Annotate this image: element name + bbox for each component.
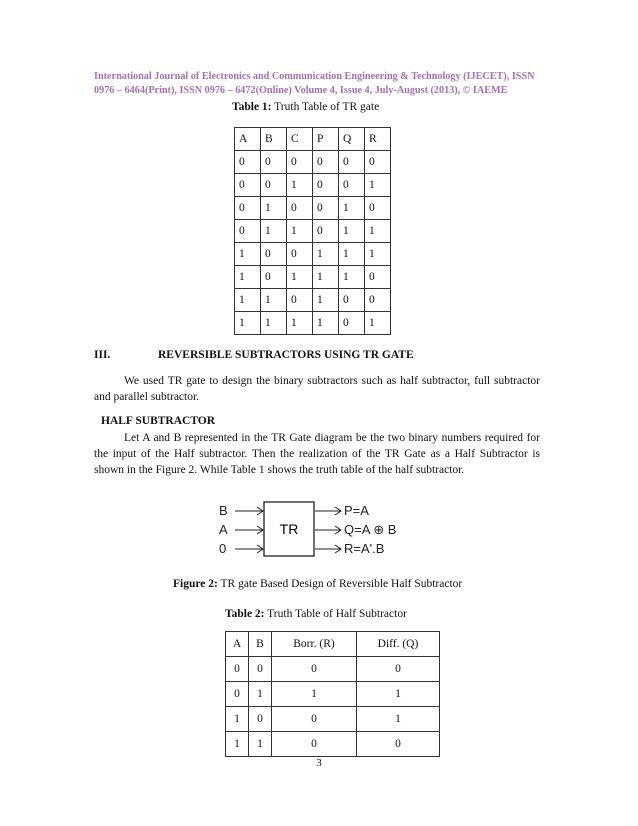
- table2-caption: [225, 608, 407, 620]
- table1-cell: 1: [261, 312, 287, 335]
- table2-cell: 0: [272, 707, 357, 732]
- table2-cell: 0: [357, 732, 440, 757]
- table1-cell: 0: [339, 174, 365, 197]
- table1-cell: 0: [313, 151, 339, 174]
- output-label-q: Q=A ⊕ B: [344, 522, 397, 537]
- table2-cell: 0: [226, 682, 249, 707]
- section-heading: [94, 349, 414, 361]
- table1-cell: 1: [365, 243, 391, 266]
- table2-row: [226, 682, 440, 707]
- table1-cell: C: [287, 128, 313, 151]
- section-number: III.: [94, 349, 111, 361]
- table1-cell: 0: [235, 220, 261, 243]
- half-subtractor-paragraph-text: Let A and B represented in the TR Gate diagram be the two binary numbers required for the input of the Half subtractor. Then the realization of the TR Gate as a Half Subtractor is shown in the Figure 2. While Table 1 shows the truth table of the half subtractor.: [94, 432, 540, 476]
- table1-cell: 0: [261, 151, 287, 174]
- table1-cell: 0: [313, 220, 339, 243]
- table1-cell: 1: [287, 266, 313, 289]
- table1-cell: 0: [261, 174, 287, 197]
- gate-label: TR: [279, 521, 299, 537]
- table1-cell: 0: [287, 289, 313, 312]
- table1-cell: 1: [339, 266, 365, 289]
- table1-cell: 0: [339, 151, 365, 174]
- table1-cell: 1: [261, 289, 287, 312]
- input-label-a: A: [219, 522, 228, 537]
- header-line-2: 0976 – 6464(Print), ISSN 0976 – 6472(Online) Volume 4, Issue 4, July-August (2013), © IAEME: [94, 85, 508, 96]
- table1-cell: 0: [261, 243, 287, 266]
- table1-cell: 0: [287, 151, 313, 174]
- table2-cell: 0: [272, 732, 357, 757]
- table1-cell: 1: [287, 220, 313, 243]
- table1-cell: 1: [313, 312, 339, 335]
- table2-header-row: [226, 632, 440, 657]
- table2-cell: 1: [357, 682, 440, 707]
- table2-cell: 1: [357, 707, 440, 732]
- table2-cell: 1: [249, 682, 272, 707]
- table2-cell: 0: [249, 707, 272, 732]
- table1-cell: 0: [313, 174, 339, 197]
- input-label-b: B: [219, 503, 228, 518]
- table1-cell: A: [235, 128, 261, 151]
- table1-cell: 1: [313, 266, 339, 289]
- table2-cell: 1: [226, 707, 249, 732]
- table1-cell: 1: [339, 197, 365, 220]
- table1-caption-text: Truth Table of TR gate: [271, 101, 380, 113]
- table2-cell: 1: [249, 732, 272, 757]
- table2-cell: Diff. (Q): [357, 632, 440, 657]
- table1-cell: 1: [339, 243, 365, 266]
- table1-cell: 1: [235, 289, 261, 312]
- section-title: REVERSIBLE SUBTRACTORS USING TR GATE: [158, 349, 414, 361]
- table1-cell: 0: [313, 197, 339, 220]
- table1-row: [235, 312, 391, 335]
- figure2-label: Figure 2:: [173, 578, 218, 590]
- table1-row: [235, 266, 391, 289]
- table1-row: [235, 289, 391, 312]
- table1-row: [235, 197, 391, 220]
- table2-label: Table 2:: [225, 608, 265, 620]
- table1-cell: 0: [339, 289, 365, 312]
- table1-cell: 1: [287, 312, 313, 335]
- table1-cell: 0: [365, 151, 391, 174]
- table1-cell: 1: [261, 197, 287, 220]
- table2-cell: A: [226, 632, 249, 657]
- table1-cell: 0: [235, 197, 261, 220]
- table1-row: [235, 220, 391, 243]
- table1-cell: 1: [365, 220, 391, 243]
- table2-cell: Borr. (R): [272, 632, 357, 657]
- figure2-caption-text: TR gate Based Design of Reversible Half Subtractor: [217, 578, 463, 590]
- table1-caption: [232, 101, 379, 113]
- output-label-p: P=A: [344, 503, 369, 518]
- table2-cell: B: [249, 632, 272, 657]
- table1-truth-table: [234, 127, 391, 335]
- table1-cell: 1: [313, 289, 339, 312]
- table1-cell: P: [313, 128, 339, 151]
- table1-cell: 1: [313, 243, 339, 266]
- table1-cell: R: [365, 128, 391, 151]
- table1-cell: 0: [287, 197, 313, 220]
- input-label-0: 0: [219, 541, 227, 556]
- table1-cell: 1: [287, 174, 313, 197]
- table2-half-subtractor: [225, 631, 440, 757]
- table1-cell: B: [261, 128, 287, 151]
- table1-cell: 1: [365, 174, 391, 197]
- header-line-1: International Journal of Electronics and Communication Engineering & Technology (IJECET), ISSN: [94, 71, 535, 82]
- table1-cell: 1: [261, 220, 287, 243]
- section-intro: [94, 373, 540, 405]
- table1-cell: 0: [261, 266, 287, 289]
- output-label-r: R=A'.B: [344, 541, 385, 556]
- half-subtractor-paragraph: [94, 430, 540, 478]
- table1-cell: 1: [235, 243, 261, 266]
- table1-header-row: [235, 128, 391, 151]
- table1-cell: 0: [235, 151, 261, 174]
- table2-cell: 0: [249, 657, 272, 682]
- table2-caption-text: Truth Table of Half Subtractor: [264, 608, 407, 620]
- table2-row: [226, 732, 440, 757]
- table1-cell: 0: [365, 289, 391, 312]
- table1-cell: 0: [339, 312, 365, 335]
- table1-cell: 1: [365, 312, 391, 335]
- table1-cell: 0: [287, 243, 313, 266]
- table1-cell: 0: [235, 174, 261, 197]
- table1-row: [235, 151, 391, 174]
- table2-cell: 1: [272, 682, 357, 707]
- table1-cell: 1: [235, 312, 261, 335]
- table1-row: [235, 243, 391, 266]
- half-subtractor-heading: HALF SUBTRACTOR: [101, 415, 216, 427]
- table2-row: [226, 657, 440, 682]
- page-number: 3: [316, 757, 322, 769]
- journal-header: [94, 70, 546, 98]
- table1-cell: 0: [365, 197, 391, 220]
- table1-cell: Q: [339, 128, 365, 151]
- table2-cell: 1: [226, 732, 249, 757]
- figure2-caption: [173, 578, 462, 590]
- table2-cell: 0: [226, 657, 249, 682]
- table2-row: [226, 707, 440, 732]
- section-intro-text: We used TR gate to design the binary subtractors such as half subtractor, full subtractor and parallel subtractor.: [94, 375, 540, 403]
- table1-cell: 0: [365, 266, 391, 289]
- table2-cell: 0: [272, 657, 357, 682]
- table1-row: [235, 174, 391, 197]
- table2-cell: 0: [357, 657, 440, 682]
- table1-label: Table 1:: [232, 101, 272, 113]
- table1-cell: 1: [339, 220, 365, 243]
- tr-gate-diagram: [214, 496, 434, 560]
- table1-cell: 1: [235, 266, 261, 289]
